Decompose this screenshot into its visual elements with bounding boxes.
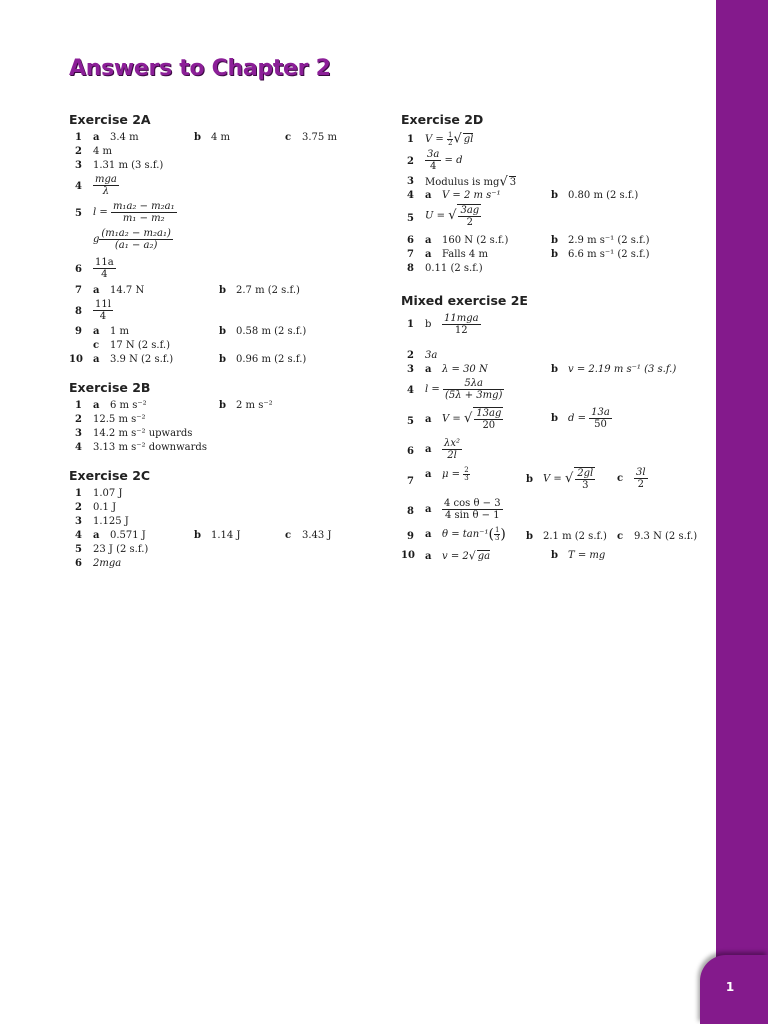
answer-row [69,354,369,367]
section-title: Exercise 2C [69,468,151,483]
answer-text: 0.1 J [93,502,117,513]
answer-row [401,263,701,276]
answer-row [401,176,701,189]
question-number: 3 [75,160,82,171]
question-number: 5 [407,416,414,427]
part-a: a $\frac{\text{4 cos θ − 3}}{\text{4 sin θ − 1}}$ [425,498,501,521]
part-a: a 14.7 N [93,285,145,296]
part-b: b 2.9 m s⁻¹ (2 s.f.) [551,235,650,246]
answer-row [69,400,369,413]
part-b: b v = 2.19 m s⁻¹ (3 s.f.) [551,364,677,375]
answer-expression: V = $\frac{1}{2}$ √ gl [425,131,474,147]
question-number: 2 [75,414,82,425]
part-a: a 6 m s⁻² [93,400,147,411]
answer-fraction: $\frac{\text{11mga}}{12}$ [444,313,479,336]
answer-row [69,488,369,501]
question-number: 5 [407,213,414,224]
answer-expression: $\frac{3a}{4}$ = d [427,149,463,172]
part-c: c 3.43 J [285,530,332,541]
question-number: 7 [407,249,414,260]
answer-expression: U = √ $\frac{3ag}{2}$ [425,205,480,228]
answer-row [401,498,701,526]
question-number: 5 [75,208,82,219]
answer-row [401,407,701,437]
part-a: a μ = $\frac{2}{3}$ [425,466,469,482]
answer-row [69,558,369,571]
part-b: b 0.96 m (2 s.f.) [219,354,307,365]
question-number: 3 [75,428,82,439]
part-b: b 2.7 m (2 s.f.) [219,285,300,296]
question-number: 4 [407,190,414,201]
question-number: 2 [407,156,414,167]
question-number: 1 [407,134,414,145]
part-b: b 4 m [194,132,231,143]
answer-row [69,299,369,325]
answer-text: 1.125 J [93,516,129,527]
answer-text: 0.11 (2 s.f.) [425,263,483,274]
answer-text: 3.13 m s⁻² downwards [93,442,207,453]
question-number: 4 [75,442,82,453]
part-a: a 1 m [93,326,130,337]
answer-text: 14.2 m s⁻² upwards [93,428,193,439]
answer-row [401,149,701,175]
part-c: c $\frac{3l}{2}$ [617,467,646,490]
answer-row [69,201,369,227]
question-number: 3 [407,364,414,375]
answer-row [401,190,701,203]
part-b: b 2.1 m (2 s.f.) [526,531,607,542]
answer-row [69,530,369,543]
question-number: 3 [407,176,414,187]
question-number: 6 [75,264,82,275]
part-a: a λ = 30 N [425,364,488,375]
answer-row [401,350,701,363]
answer-row [69,132,369,145]
mixed-exercise-2e [401,293,701,563]
part-b: b 6.6 m s⁻¹ (2 s.f.) [551,249,650,260]
part-b: b 2 m s⁻² [219,400,273,411]
question-number: 8 [75,306,82,317]
answer-row [69,428,369,441]
answer-text: Modulus is mg√ 3 [425,174,517,190]
part-b: b 0.80 m (2 s.f.) [551,190,639,201]
page-number: 1 [725,980,735,994]
question-number: 10 [401,550,415,561]
page-title: Answers to Chapter 2 [69,56,331,81]
answer-row [69,502,369,515]
answer-row [401,313,701,349]
part-a: a v = 2√ ga [425,549,491,563]
exercise-2b [69,380,369,455]
part-a: a 160 N (2 s.f.) [425,235,509,246]
answer-text: 1.31 m (3 s.f.) [93,160,164,171]
answer-row [69,516,369,529]
question-number: 1 [75,488,82,499]
question-number: 5 [75,544,82,555]
left-column [69,112,369,584]
answer-row [401,527,701,549]
part-a: a θ = tan⁻¹( $\frac{1}{3}$ ) [425,526,506,543]
answer-fraction: $\frac{11l}{4}$ [95,299,111,322]
answer-row [401,378,701,406]
question-number: 6 [407,235,414,246]
question-number: 8 [407,506,414,517]
answer-row [401,204,701,234]
answer-row [69,340,369,353]
answer-text: 3a [425,350,438,361]
answer-fraction: g $\frac{\text{(m₁a₂ − m₂a₁)}}{\text{(a₁ − a₂)}}$ [93,228,171,251]
answer-row [69,442,369,455]
answer-text: 4 m [93,146,113,157]
answer-row [401,550,701,563]
answer-row [69,160,369,173]
section-title: Mixed exercise 2E [401,293,528,308]
answer-row [69,257,369,283]
part-a: a V = √ $\frac{13ag}{20}$ [425,408,502,431]
question-number: 8 [407,263,414,274]
part-b: b 1.14 J [194,530,241,541]
answer-row [401,467,701,497]
answer-text: 2mga [93,558,122,569]
section-title: Exercise 2B [69,380,151,395]
answer-fraction: $\frac{11a}{4}$ [95,257,114,280]
answer-fraction: l = $\frac{5\lambda a}{(5\lambda + 3mg)}$ [425,378,503,401]
part-b: b T = mg [551,550,606,561]
exercise-2c [69,468,369,571]
question-number: 10 [69,354,83,365]
question-number: 4 [75,530,82,541]
part-a: a Falls 4 m [425,249,488,260]
part-a: a $\frac{\text{λx²}}{2l}$ [425,438,460,461]
part-a: a 3.9 N (2 s.f.) [93,354,174,365]
part-a: a 0.571 J [93,530,146,541]
answer-row [401,249,701,262]
question-number: 4 [75,181,82,192]
answer-text: 23 J (2 s.f.) [93,544,149,555]
exercise-2a [69,112,369,367]
answer-row [401,132,701,148]
question-number: 6 [75,558,82,569]
question-number: 9 [75,326,82,337]
answer-row [69,285,369,298]
part-c: c 9.3 N (2 s.f.) [617,531,698,542]
answer-text: 12.5 m s⁻² [93,414,146,425]
part-c: c 3.75 m [285,132,337,143]
question-number: 3 [75,516,82,527]
part-b: b d = $\frac{13a}{50}$ [551,407,610,430]
side-color-bar [716,0,768,1024]
answer-fraction: $\frac{\text{mga}}{\lambda}$ [95,174,117,197]
exercise-2d [401,112,701,276]
question-number: 1 [75,132,82,143]
question-number: 4 [407,385,414,396]
answer-row [69,326,369,339]
answer-row [401,438,701,466]
section-title: Exercise 2D [401,112,484,127]
answer-row [69,228,369,256]
question-number: 9 [407,531,414,542]
part-b: b 0.58 m (2 s.f.) [219,326,307,337]
question-number: 7 [75,285,82,296]
section-title: Exercise 2A [69,112,151,127]
part-b-label: b [425,319,432,330]
question-number: 2 [407,350,414,361]
answer-fraction: l = $\frac{\text{m₁a₂ − m₂a₁}}{\text{m₁ − m₂}}$ [93,201,175,224]
part-c: c 17 N (2 s.f.) [93,340,171,351]
answer-row [69,174,369,200]
answer-row [69,544,369,557]
question-number: 2 [75,146,82,157]
answer-text: 1.07 J [93,488,123,499]
question-number: 6 [407,446,414,457]
right-column [401,112,701,576]
question-number: 7 [407,476,414,487]
part-a: a 3.4 m [93,132,139,143]
part-a: a V = 2 m s⁻¹ [425,190,501,201]
answer-row [69,414,369,427]
answer-row [69,146,369,159]
question-number: 2 [75,502,82,513]
answer-row [401,235,701,248]
part-b: b V = √ $\frac{2gl}{3}$ [526,468,594,491]
answer-row [401,364,701,377]
question-number: 1 [75,400,82,411]
question-number: 1 [407,319,414,330]
